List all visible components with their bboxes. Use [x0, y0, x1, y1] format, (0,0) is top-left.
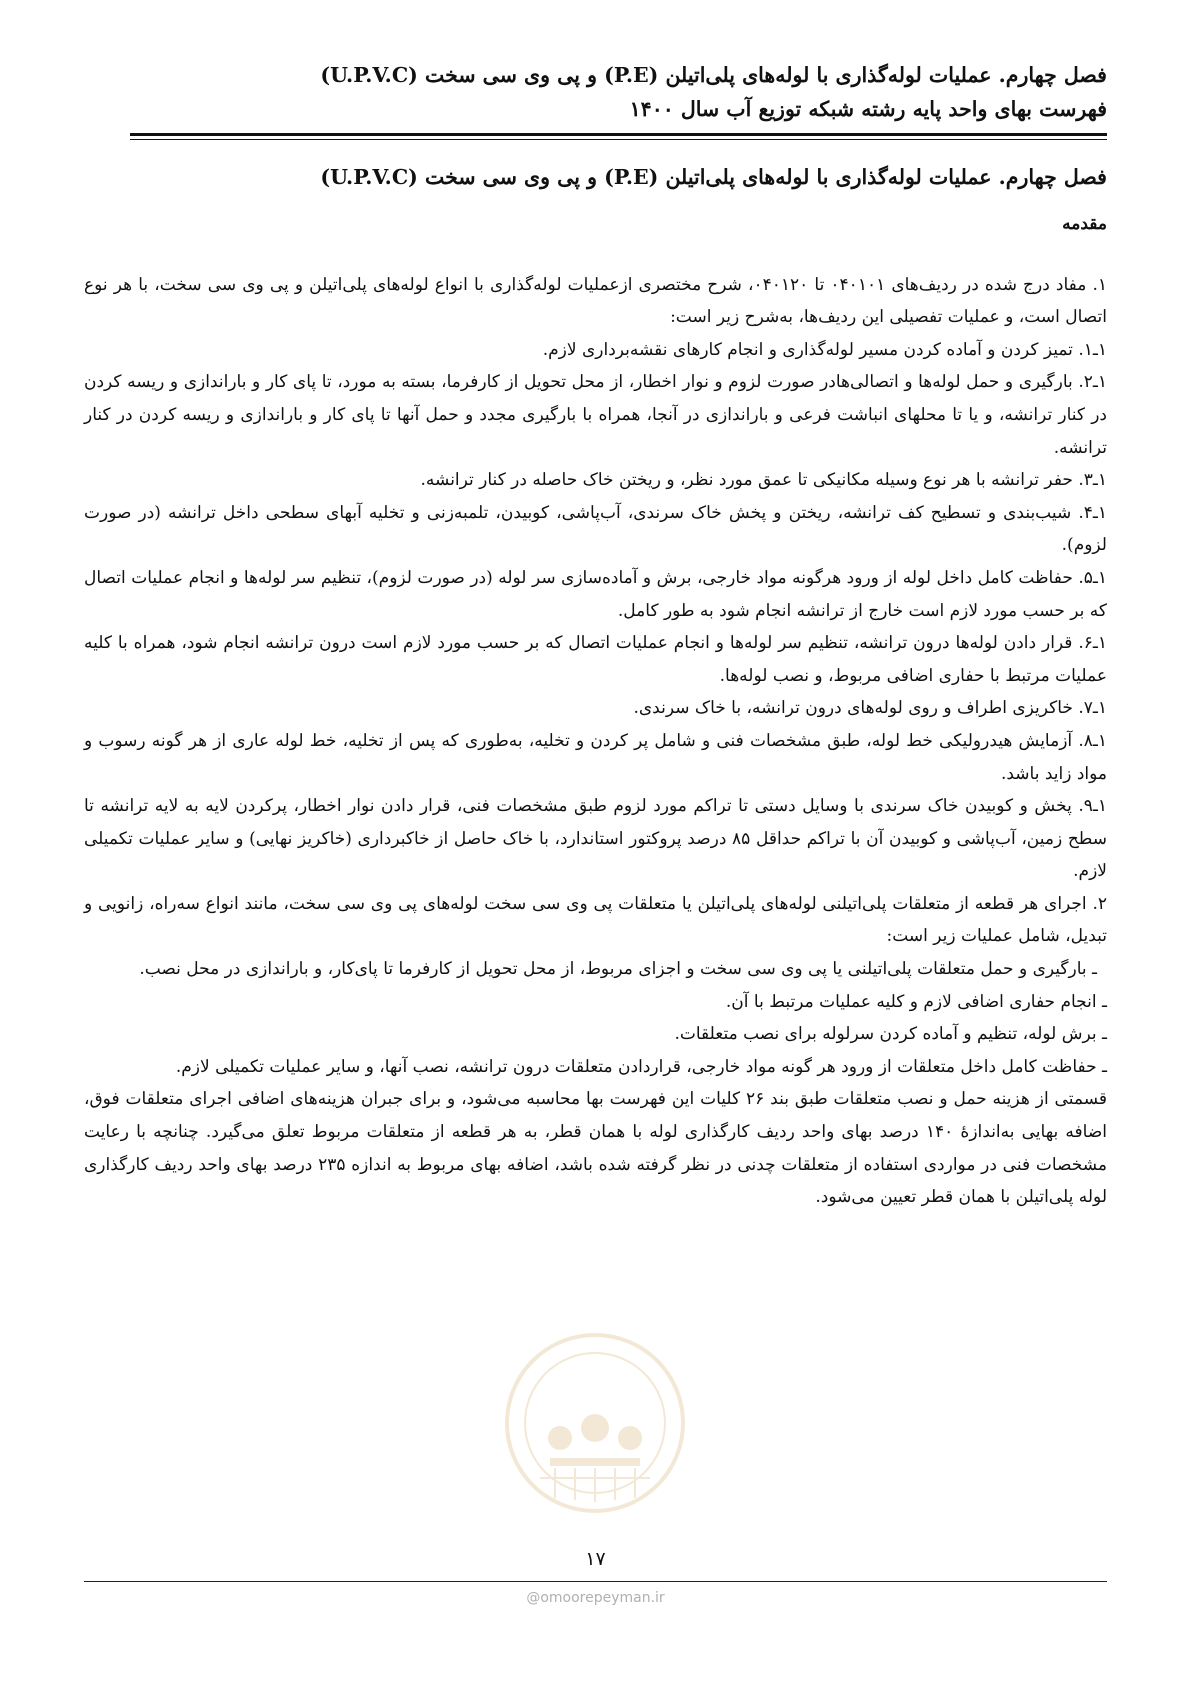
- paragraph: ۱ـ۶. قرار دادن لوله‌ها درون ترانشه، تنظیم سر لوله‌ها و انجام عملیات اتصال که بر حسب مورد لازم است درون ترانشه انجام شود، همراه با کلیه عملیات مرتبط با حفاری اضافی مربوط، و نصب لوله‌ها.: [84, 633, 1107, 686]
- header-rule-thin: [130, 139, 1107, 140]
- paragraph: ۱ـ۱. تمیز کردن و آماده کردن مسیر لوله‌گذاری و انجام کارهای نقشه‌برداری لازم.: [542, 339, 1107, 360]
- footer-rule: [84, 1581, 1107, 1582]
- header-chapter-line: فصل چهارم. عملیات لوله‌گذاری با لوله‌های پلی‌اتیلن (P.E) و پی وی سی سخت (U.P.V.C): [320, 63, 1107, 87]
- paragraph: ۱ـ۸. آزمایش هیدرولیکی خط لوله، طبق مشخصات فنی و شامل پر کردن و تخلیه، به‌طوری که پس از تخلیه، خط لوله عاری از هر گونه رسوب و مواد زاید باشد.: [84, 730, 1107, 784]
- header-price-list-line: فهرست بهای واحد پایه رشته شبکه توزیع آب سال ۱۴۰۰: [629, 97, 1107, 121]
- list-item: ـ انجام حفاری اضافی لازم و کلیه عملیات مرتبط با آن.: [725, 991, 1107, 1012]
- paragraph: ۲. اجرای هر قطعه از متعلقات پلی‌اتیلنی لوله‌های پلی‌اتیلن یا متعلقات پی وی سی سخت لوله‌های پی وی سی سخت، مانند انواع سه‌راه، زانویی و تبدیل، شامل عملیات زیر است:: [84, 893, 1107, 947]
- chapter-title: فصل چهارم. عملیات لوله‌گذاری با لوله‌های پلی‌اتیلن (P.E) و پی وی سی سخت (U.P.V.C): [320, 165, 1107, 189]
- list-item: ـ حفاظت کامل داخل متعلقات از ورود هر گونه مواد خارجی، قراردادن متعلقات درون ترانشه، نصب آنها، و سایر عملیات تکمیلی لازم.: [175, 1056, 1107, 1077]
- header-rule: [130, 133, 1107, 136]
- running-header: [84, 58, 1107, 126]
- paragraph: ۱. مفاد درج شده در ردیف‌های ۰۴۰۱۰۱ تا ۰۴۰۱۲۰، شرح مختصری ازعملیات لوله‌گذاری با انواع لوله‌های پلی‌اتیلن و پی وی سی سخت، با هر نوع اتصال است، و عملیات تفصیلی این ردیف‌ها، به‌شرح زیر است:: [84, 274, 1108, 328]
- footer-watermark-url: @omoorepeyman.ir: [526, 1590, 665, 1606]
- paragraph: ۱ـ۴. شیب‌بندی و تسطیح کف ترانشه، ریختن و پخش خاک سرندی، آب‌پاشی، کوبیدن، تلمبه‌زنی و تخلیه آبهای سطحی داخل ترانشه (در صورت لزوم).: [84, 502, 1107, 556]
- watermark-seal-icon: [500, 1328, 690, 1518]
- paragraph: ۱ـ۲. بارگیری و حمل لوله‌ها و اتصالی‌هادر صورت لزوم و نوار اخطار، از محل تحویل از کارفرما، بسته به مورد، تا پای کار و باراندازی و ریسه کردن در کنار ترانشه، و یا تا محلهای انباشت فرعی و باراندازی در آنجا، همراه با بارگیری مجدد و حمل آنها تا پای کار و باراندازی و ریسه کردن در کنار ترانشه.: [84, 372, 1107, 458]
- paragraph: قسمتی از هزینه حمل و نصب متعلقات طبق بند ۲۶ کلیات این فهرست بها محاسبه می‌شود، و برای جبران هزینه‌های اضافی اجرای متعلقات فوق، اضافه بهایی به‌اندازهٔ ۱۴۰ درصد بهای واحد ردیف کارگذاری لوله با همان قطر، به هر قطعه از متعلقات مربوط تعلق می‌گیرد. چنانچه با رعایت مشخصات فنی در مواردی استفاده از متعلقات چدنی در نظر گرفته شده باشد، اضافه بهای مربوط به اندازه ۲۳۵ درصد بهای واحد ردیف کارگذاری لوله پلی‌اتیلن با همان قطر تعیین می‌شود.: [84, 1089, 1108, 1208]
- paragraph: ۱ـ۵. حفاظت کامل داخل لوله از ورود هرگونه مواد خارجی، برش و آماده‌سازی سر لوله (در صورت لزوم)، تنظیم سر لوله‌ها و انجام عملیات اتصال که بر حسب مورد لازم است خارج از ترانشه انجام شود به طور کامل.: [84, 567, 1107, 621]
- paragraph: ۱ـ۷. خاکریزی اطراف و روی لوله‌های درون ترانشه، با خاک سرندی.: [633, 698, 1107, 719]
- section-heading-intro: مقدمه: [1062, 214, 1107, 234]
- document-body: [84, 160, 1107, 1214]
- paragraph: ۱ـ۳. حفر ترانشه با هر نوع وسیله مکانیکی تا عمق مورد نظر، و ریختن خاک حاصله در کنار ترانشه.: [420, 470, 1107, 491]
- paragraph: ۱ـ۹. پخش و کوبیدن خاک سرندی با وسایل دستی تا تراکم مورد لزوم طبق مشخصات فنی، قرار دادن نوار اخطار، پرکردن لایه به لایه ترانشه تا سطح زمین، آب‌پاشی و کوبیدن آن با تراکم حداقل ۸۵ درصد پروکتور استاندارد، با خاک حاصل از خاکبرداری (خاکریز نهایی) و سایر عملیات تکمیلی لازم.: [84, 796, 1107, 882]
- list-item: ـ بارگیری و حمل متعلقات پلی‌اتیلنی یا پی وی سی سخت و اجزای مربوط، از محل تحویل از کارفرما تا پای‌کار، و باراندازی در محل نصب.: [139, 959, 1097, 980]
- list-item: ـ برش لوله، تنظیم و آماده کردن سرلوله برای نصب متعلقات.: [674, 1024, 1107, 1045]
- page-number: ۱۷: [585, 1548, 606, 1570]
